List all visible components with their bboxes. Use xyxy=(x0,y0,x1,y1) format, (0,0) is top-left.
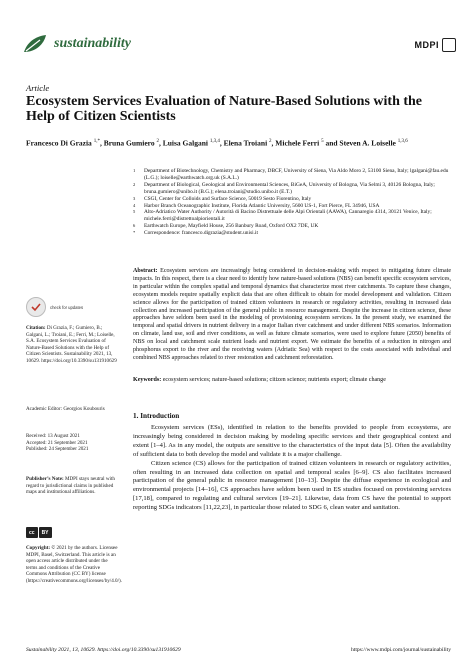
affiliation-text: Earthwatch Europe, Mayfield House, 256 Banbury Road, Oxford OX2 7DE, UK xyxy=(144,223,319,230)
affiliation-number: * xyxy=(133,230,136,236)
copyright-block xyxy=(26,545,122,585)
introduction xyxy=(133,424,451,513)
affiliation-number: 5 xyxy=(133,209,136,215)
publisher-box-icon xyxy=(442,38,456,52)
affiliation-item xyxy=(133,209,451,223)
note-text: MDPI stays neutral with regard to jurisdictional claims in published maps and institutional affiliations. xyxy=(26,476,115,496)
affiliation-number: 6 xyxy=(133,223,136,229)
affiliation-text: Department of Biotechnology, Chemistry and Pharmacy, DBCF, University of Siena, Via Aldo Moro 2, 53100 Siena, Italy; lgalgani@fau.edu (L.G.); loiselle@earthwatch.org.uk (S.A.L.) xyxy=(144,168,449,181)
footer-journal-link[interactable]: https://www.mdpi.com/journal/sustainability xyxy=(350,647,451,653)
abstract xyxy=(133,268,451,363)
keywords xyxy=(133,376,451,384)
journal-name: sustainability xyxy=(54,36,132,51)
citation-block xyxy=(26,325,119,365)
affiliation-item xyxy=(133,182,451,196)
published-date: Published: 24 September 2021 xyxy=(26,446,89,453)
publisher-note xyxy=(26,476,119,496)
note-label: Publisher’s Note: xyxy=(26,476,64,482)
publisher-logo[interactable] xyxy=(415,38,457,52)
cc-icon: cc xyxy=(26,527,38,538)
section-title: 1. Introduction xyxy=(133,412,180,420)
affiliation-number: 2 xyxy=(133,181,136,187)
update-check-icon xyxy=(26,297,46,317)
intro-paragraph: Citizen science (CS) allows for the participation of trained citizen volunteers in research or regulatory activities, often resulting in an increased data collection on spatial and temporal scales [6–9]. CS also facilitates increased participation of the general public in resource management [10–13]. Despite the diffuse experience in ecological and environmental projects [14–16], CS approaches have seldom been used in ES studies focused on provisioning services [17,18], compared to regulating and cultural services [19–21]. Likewise, data from CS have the potential to support reporting SDGs indicators [11,22,23], in particular those related to SDG 6, clean water and sanitation. xyxy=(133,459,451,512)
dates xyxy=(26,433,119,453)
publisher-name: MDPI xyxy=(414,40,439,50)
journal-logo[interactable] xyxy=(22,28,142,60)
affiliation-number: 1 xyxy=(133,168,136,173)
abstract-label: Abstract: xyxy=(133,268,158,274)
affiliations xyxy=(133,168,451,237)
article-type: Article xyxy=(26,83,50,93)
affiliation-number: 4 xyxy=(133,202,136,208)
paper-title: Ecosystem Services Evaluation of Nature-Based Solutions with the Help of Citizen Scientists xyxy=(26,94,423,124)
page-footer xyxy=(26,647,451,653)
cc-license-badge[interactable] xyxy=(26,527,52,538)
by-icon: BY xyxy=(39,527,52,538)
citation-text[interactable]: Di Grazia, F.; Gumiero, B.; Galgani, L.; Troiani, E.; Ferri, M.; Loiselle, S.A. Ecosystem Services Evaluation of Nature-Based Solutions with the Help of Citizen Scientists. Sustainability 2021, 13, 10629. https://doi.org/10.3390/su131910629 xyxy=(26,325,117,364)
leaf-icon xyxy=(22,32,48,56)
affiliation-text: Correspondence: francesco.digrazia@student.unisi.it xyxy=(144,230,258,237)
affiliation-item xyxy=(133,196,451,203)
academic-editor: Academic Editor: Georgios Koubouris xyxy=(26,406,105,412)
affiliation-text: CSGI, Center for Colloids and Surface Science, 50019 Sesto Fiorentino, Italy xyxy=(144,195,312,202)
intro-paragraph: Ecosystem services (ESs), identified in relation to the benefits provided to people from ecosystems, are increasingly being considered in decision making by modeling specific services and their geographical context and extent [1–4]. As in any model, the outputs are sensitive to the characteristics of the input data [5]. Often the availability of sufficient data to both develop the model and validate it is a major challenge. xyxy=(133,424,451,458)
footer-citation[interactable]: Sustainability 2021, 13, 10629. https://doi.org/10.3390/su131910629 xyxy=(26,647,181,653)
affiliation-item xyxy=(133,168,451,182)
affiliation-text: Harbor Branch Oceanographic Institute, Florida Atlantic University, 5600 US-1, Fort Pierce, FL 34946, USA xyxy=(144,202,380,209)
affiliation-item xyxy=(133,230,451,237)
citation-label: Citation: xyxy=(26,325,46,331)
abstract-text: Ecosystem services are increasingly being considered in decision-making with respect to mitigating future climate impacts. In this respect, there is a clear need to identify how nature-based solutions (NBS) can benefit specific ecosystem services, in particular within the complex spatial and temporal dynamics that characterize most river catchments. To capture these changes, ecosystem models require spatially explicit data that are often difficult to obtain for model development and validation. Citizen science allows for the participation of trained citizen volunteers in research or regulatory activities, resulting in increased data collection and increased participation of the general public in resource management. Despite the increase in citizen science, these approaches have seldom been used in the modeling of provisioning ecosystem services. In the present study, we examined the temporal and spatial drivers in nutrient delivery in a major Italian river catchment and under different NBS scenarios. Information on climate, land use, soil and river conditions, as well as future climate scenarios, were used to explore future (2050) benefits of NBS on local and catchment scale nutrient loads and nutrient export. We estimate the benefits of a reduction in nitrogen and phosphorus export to the river and the receiving waters (Adriatic Sea) with respect to the costs associated with individual and combined NBS approaches related to river restoration and catchment reforestation. xyxy=(133,268,452,361)
keywords-label: Keywords: xyxy=(133,377,162,383)
author-list: Francesco Di Grazia $^{1,*}$, Bruna Gumiero $^2$, Luisa Galgani $^{1,3,4}$, Elena Troiani $^2$, Michele Ferri $^5$ and Steven A. Loiselle $^{1,3,6}$ xyxy=(26,138,408,148)
affiliation-text: Department of Biological, Geological and Environmental Sciences, BiGeA, University of Bologna, Via Selmi 3, 40126 Bologna, Italy; bruna.gumiero@unibo.it (B.G.); elena.troiani@studio.unibo.it (E.T.) xyxy=(144,181,435,195)
check-for-updates[interactable] xyxy=(26,297,83,317)
copyright-text: © 2021 by the authors. Licensee MDPI, Basel, Switzerland. This article is an open access article distributed under the terms and conditions of the Creative Commons Attribution (CC BY) license (https://creativecommons.org/licenses/by/4.0/). xyxy=(26,545,122,584)
check-label: check for updates xyxy=(50,304,84,310)
accepted-date: Accepted: 21 September 2021 xyxy=(26,439,88,446)
received-date: Received: 13 August 2021 xyxy=(26,433,80,439)
copyright-label: Copyright: xyxy=(26,545,51,551)
affiliation-number: 3 xyxy=(133,195,136,201)
affiliation-text: Alto-Adriatico Water Authority / Autorità di Bacino Distrettuale delle Alpi Orientali (AAWA), Cannaregio 4314, 30121 Venice, Italy; michele.ferri@distrettoalpiorientali.it xyxy=(144,209,432,223)
keywords-text: ecosystem services; nature-based solutions; citizen science; nutrients export; climate change xyxy=(162,377,386,383)
